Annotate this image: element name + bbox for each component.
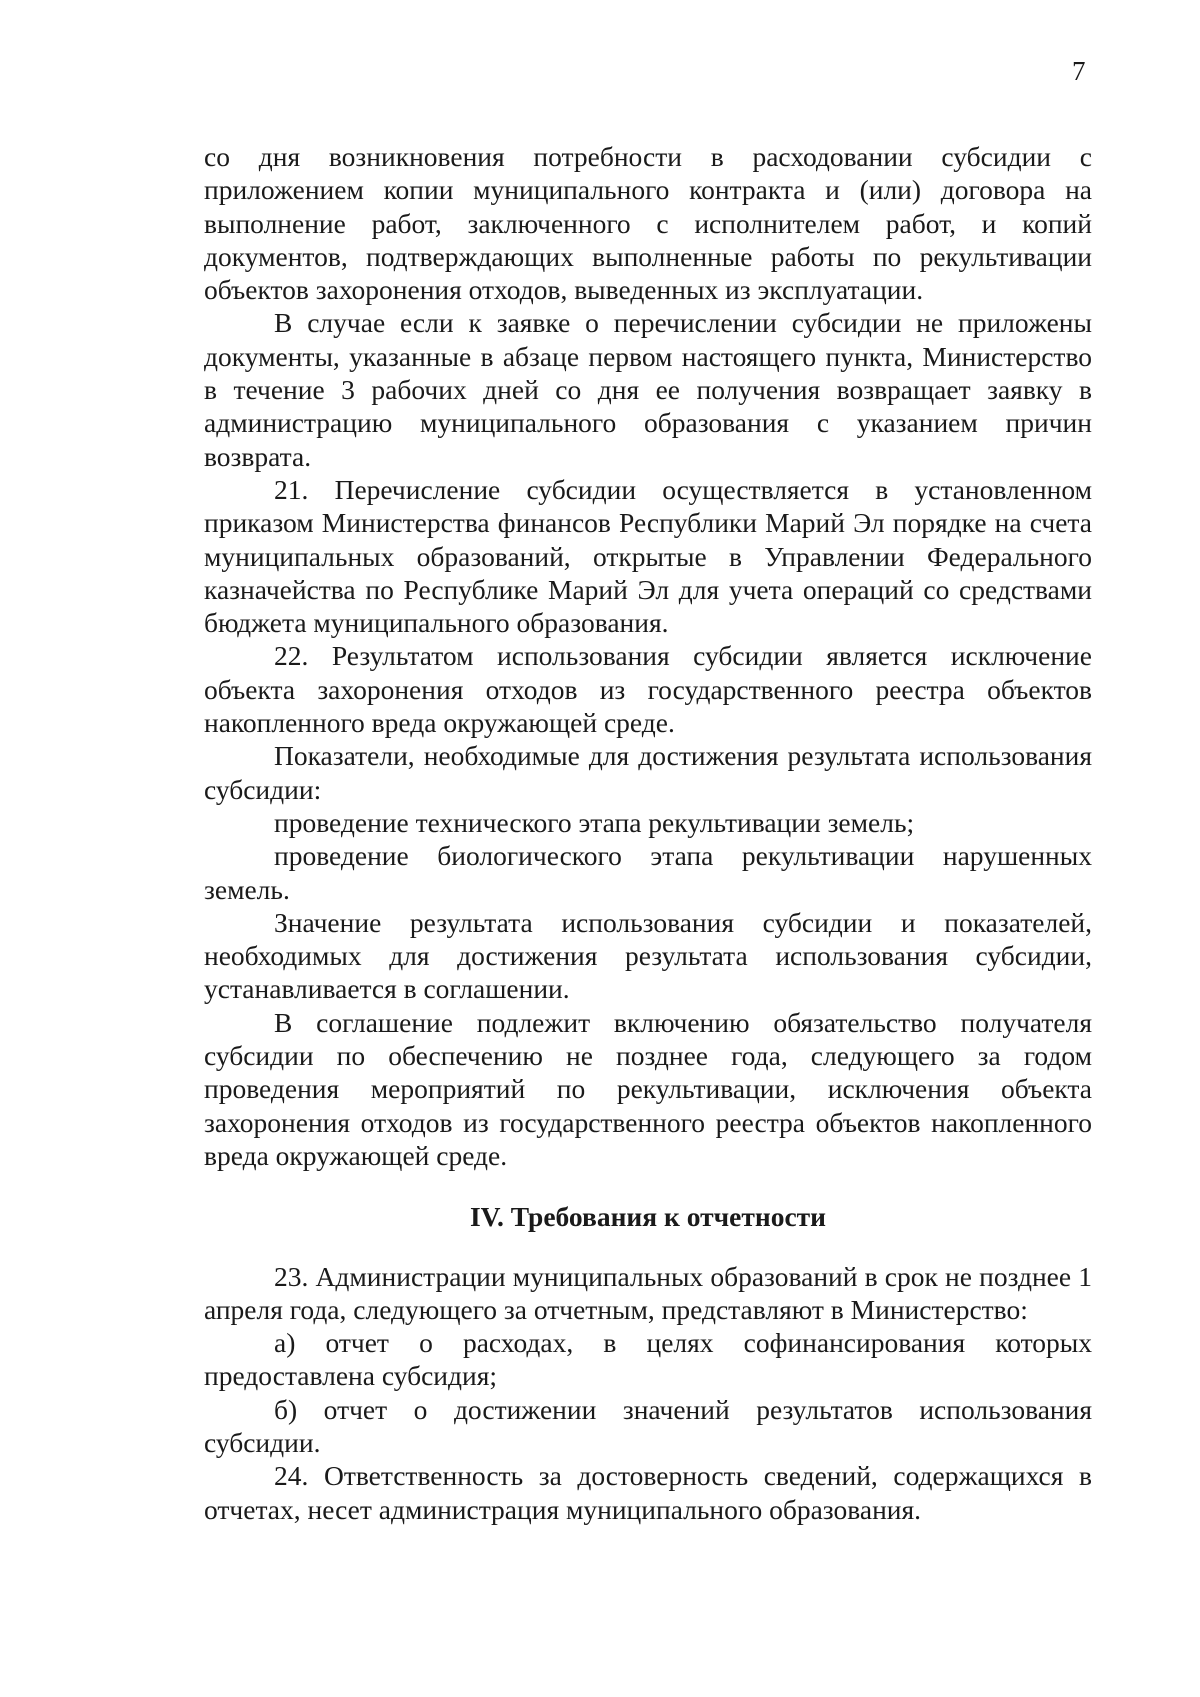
paragraph-item-22: 22. Результатом использования субсидии является исключение объекта захоронения отходов из государственного реестра объектов накопленного вреда окружающей среде. bbox=[204, 640, 1092, 739]
paragraph-biological-stage: проведение биологического этапа рекультивации нарушенных земель. bbox=[204, 840, 1092, 905]
section-heading: IV. Требования к отчетности bbox=[469, 1201, 827, 1233]
paragraph-agreement-obligation: В соглашение подлежит включению обязательство получателя субсидии по обеспечению не позднее года, следующего за годом проведения мероприятий по рекультивации, исключения объекта захоронения отходов из государственного реестра объектов накопленного вреда окружающей среде. bbox=[204, 1006, 1092, 1171]
paragraph-item-24: 24. Ответственность за достоверность сведений, содержащихся в отчетах, несет администрация муниципального образования. bbox=[204, 1460, 1092, 1525]
paragraph-item-23b: б) отчет о достижении значений результатов использования субсидии. bbox=[204, 1393, 1092, 1458]
paragraph-item-23a: а) отчет о расходах, в целях софинансирования которых предоставлена субсидия; bbox=[204, 1327, 1092, 1392]
paragraph-technical-stage: проведение технического этапа рекультивации земель; bbox=[274, 806, 915, 838]
paragraph-missing-documents: В случае если к заявке о перечислении субсидии не приложены документы, указанные в абзаце первом настоящего пункта, Министерство в течение 3 рабочих дней со дня ее получения возвращает заявку в администрацию муниципального образования с указанием причин возврата. bbox=[204, 307, 1092, 472]
page-number: 7 bbox=[1072, 56, 1086, 86]
paragraph-continuation: со дня возникновения потребности в расходовании субсидии с приложением копии муниципального контракта и (или) договора на выполнение работ, заключенного с исполнителем работ, и копий документов, подтверждающих выполненные работы по рекультивации объектов захоронения отходов, выведенных из эксплуатации. bbox=[204, 141, 1092, 306]
paragraph-item-21: 21. Перечисление субсидии осуществляется в установленном приказом Министерства финансов Республики Марий Эл порядке на счета муниципальных образований, открытые в Управлении Федерального казначейства по Республике Марий Эл для учета операций со средствами бюджета муниципального образования. bbox=[204, 473, 1092, 639]
paragraph-item-23: 23. Администрации муниципальных образований в срок не позднее 1 апреля года, следующего за отчетным, представляют в Министерство: bbox=[204, 1260, 1092, 1325]
paragraph-result-value: Значение результата использования субсидии и показателей, необходимых для достижения результата использования субсидии, устанавливается в соглашении. bbox=[204, 906, 1092, 1005]
document-body bbox=[204, 140, 1092, 1526]
paragraph-indicators: Показатели, необходимые для достижения результата использования субсидии: bbox=[204, 740, 1092, 805]
